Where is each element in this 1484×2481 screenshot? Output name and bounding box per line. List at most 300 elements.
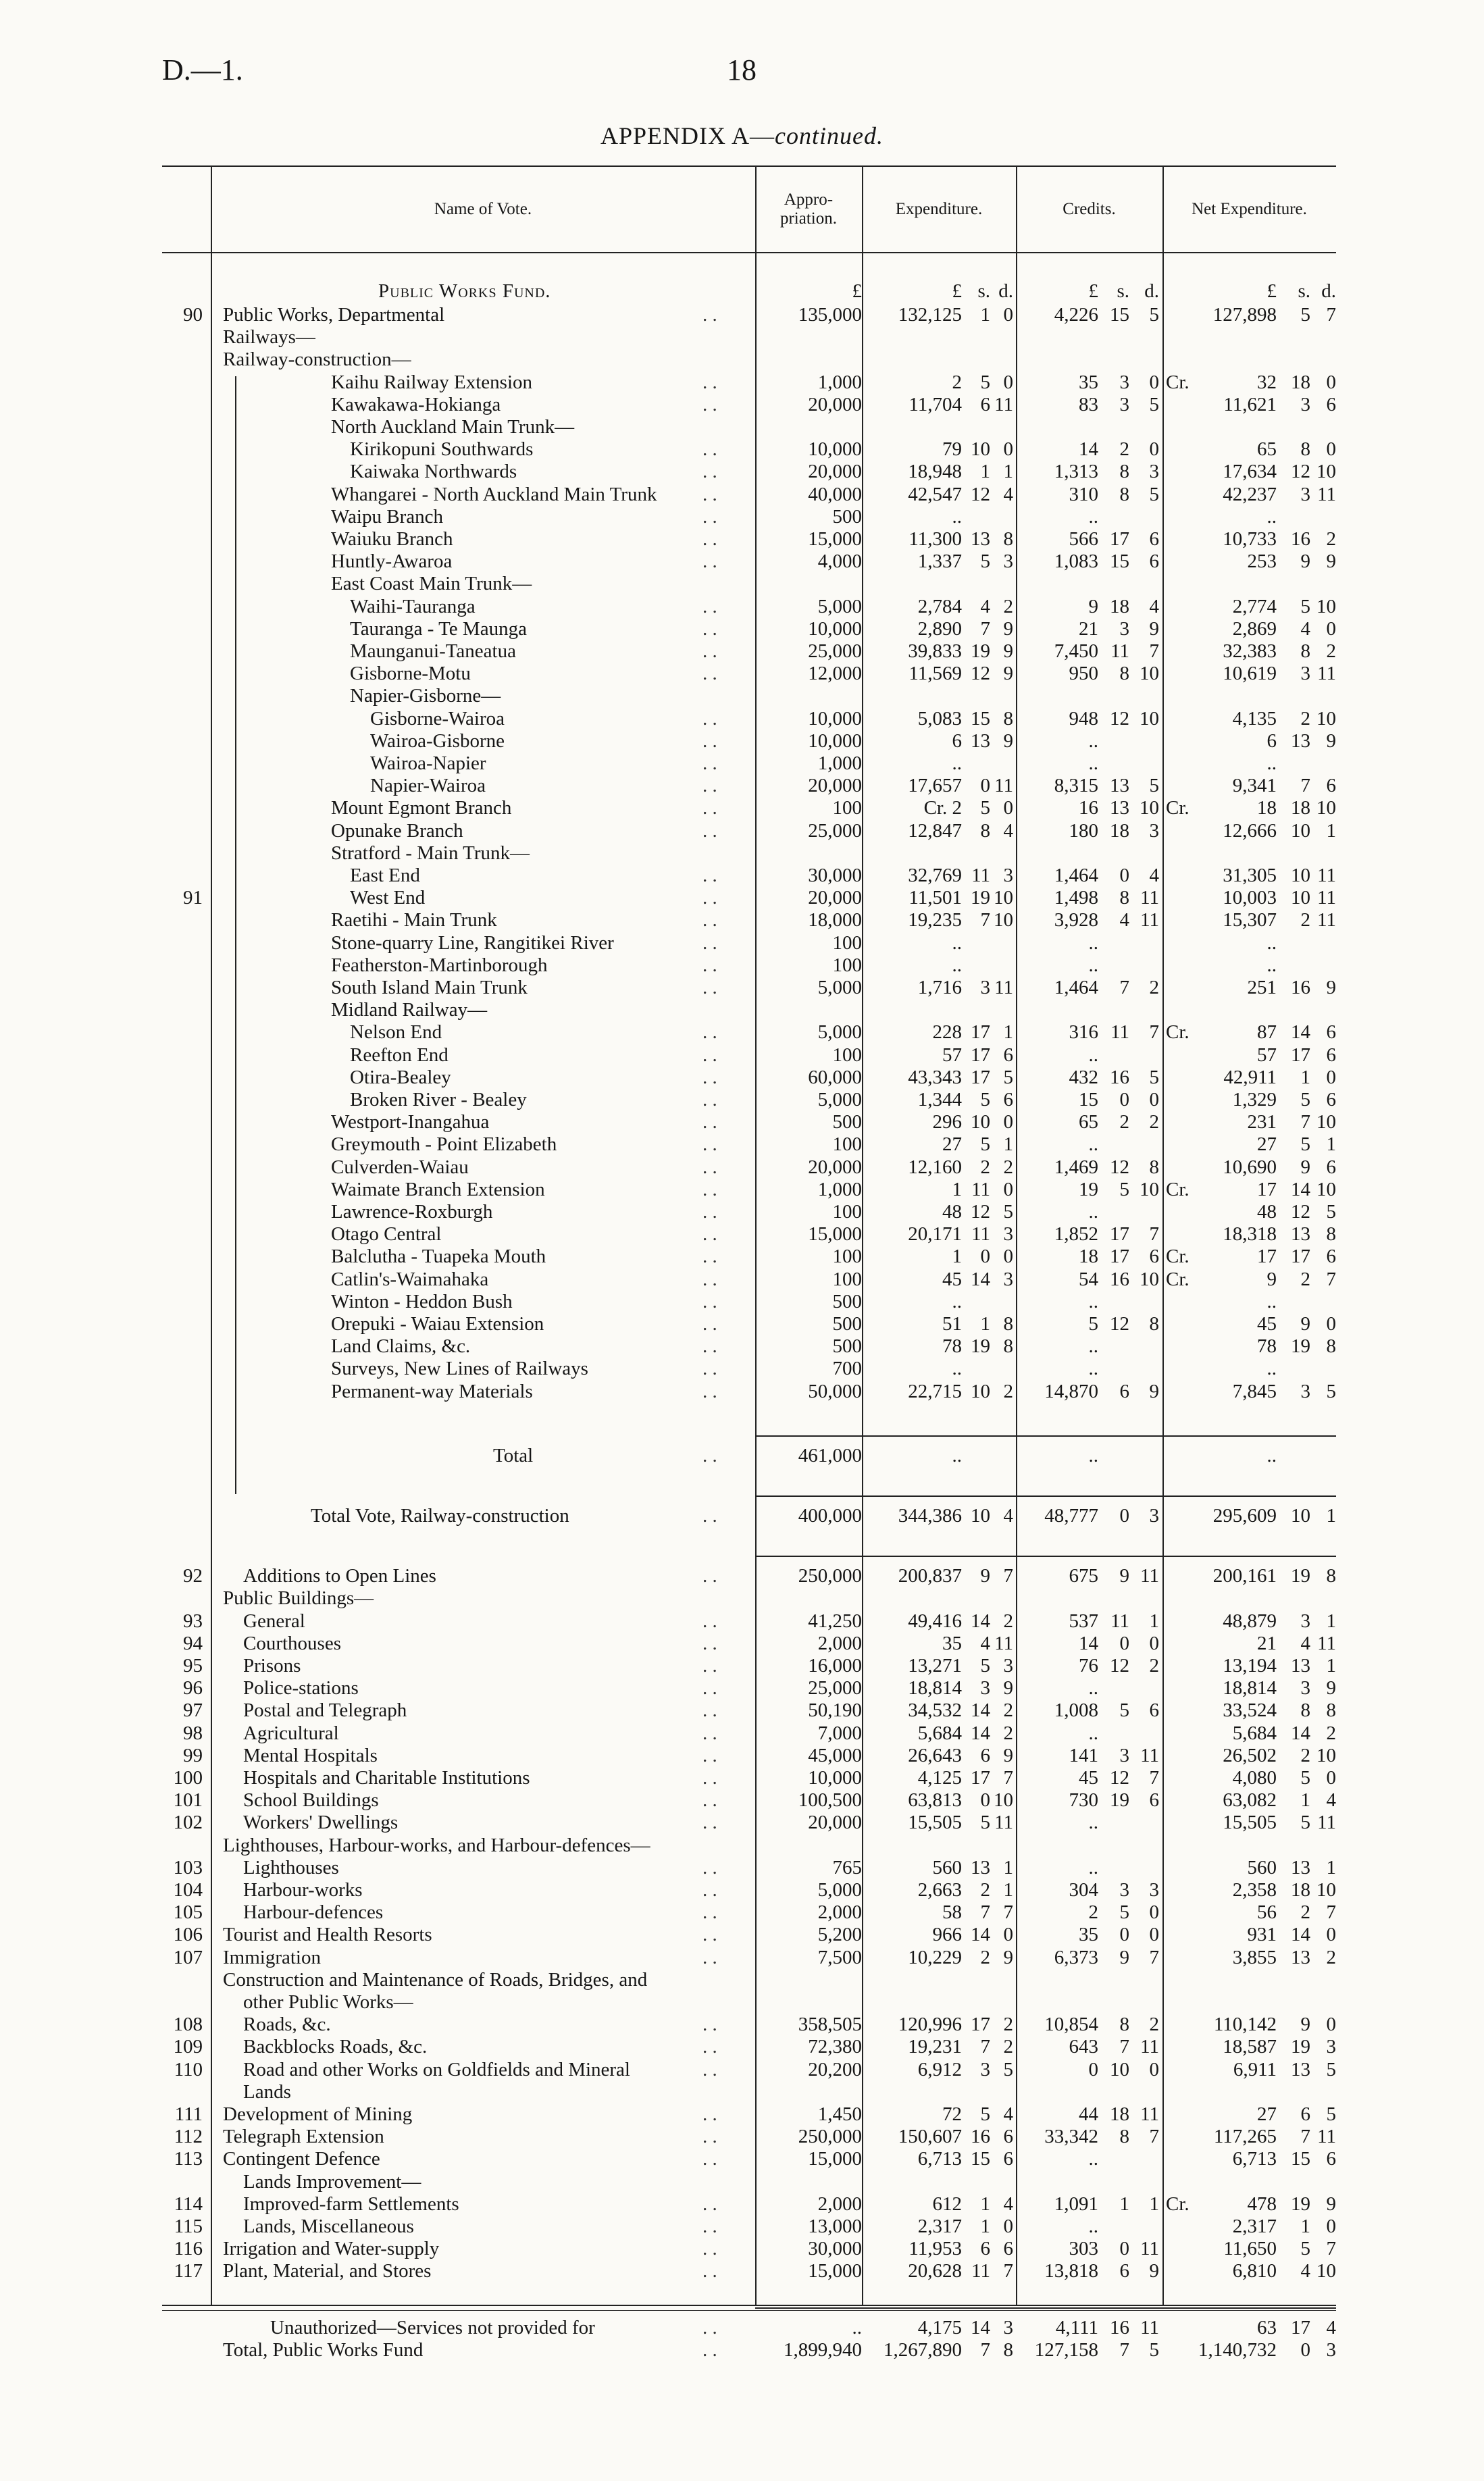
cell-c3: 10 (1140, 1268, 1159, 1290)
cell-c1: 9 (1088, 595, 1098, 617)
cell-e2: 5 (980, 551, 990, 573)
cell-n2: 10 (1291, 1505, 1310, 1527)
table-row (162, 506, 1337, 528)
cell-ap: 25,000 (808, 640, 862, 662)
cell-c1: 21 (1079, 617, 1098, 640)
cell-ap: 1,899,940 (784, 2338, 862, 2361)
table-row (162, 618, 1337, 640)
cell-n1: 33,524 (1223, 1699, 1277, 1722)
cell-n2: 14 (1291, 1722, 1310, 1744)
cell-name: Stratford - Main Trunk— (331, 842, 530, 864)
cell-n3: 0 (1326, 438, 1336, 461)
cell-ap: 100 (832, 1201, 862, 1223)
leader-dots: . . (702, 1358, 717, 1380)
table-row (162, 528, 1337, 551)
cell-name: Stone-quarry Line, Rangitikei River (331, 931, 614, 954)
cell-ap: 5,000 (817, 1021, 862, 1044)
leader-dots: . . (702, 752, 717, 774)
table-row (162, 596, 1337, 618)
cell-name: Lighthouses, Harbour-works, and Harbour-defences— (223, 1834, 650, 1856)
cell-e3: 11 (994, 775, 1013, 797)
cell-e1: 2,890 (917, 617, 962, 640)
table-row (162, 438, 1337, 461)
cell-n1: 32,383 (1223, 640, 1277, 662)
cell-c1: 7,450 (1054, 640, 1098, 662)
cell-e2: 14 (971, 1610, 990, 1632)
cell-e1: 48 (942, 1201, 962, 1223)
cell-c2: 9 (1119, 1565, 1129, 1587)
cell-ap: 50,000 (808, 1380, 862, 1402)
cell-n2: 4 (1300, 2260, 1310, 2282)
cell-e3: 9 (1003, 640, 1013, 662)
cell-c3: 4 (1149, 595, 1159, 617)
cell-c3: 8 (1149, 1156, 1159, 1178)
cell-e3: 11 (994, 393, 1013, 415)
cell-name: Catlin's-Waimahaka (331, 1268, 489, 1290)
cell-e3: 6 (1003, 1089, 1013, 1110)
cell-c1: 10,854 (1044, 2014, 1098, 2036)
table-row (162, 640, 1337, 663)
cell-c3: 11 (1140, 2238, 1159, 2260)
cell-c1: 14 (1079, 438, 1098, 461)
cell-num: 90 (183, 304, 203, 326)
currency-credits-shillings: s. (1117, 280, 1129, 302)
cell-n3: 11 (1317, 887, 1336, 909)
cell-ap: 10,000 (808, 438, 862, 461)
cell-n3: 9 (1326, 2193, 1336, 2215)
cell-e2: 1 (980, 2193, 990, 2215)
cell-n3: 8 (1326, 1335, 1336, 1358)
cell-name: Culverden-Waiau (331, 1156, 469, 1178)
cell-num: 109 (173, 2036, 203, 2058)
cell-name: Plant, Material, and Stores (223, 2260, 432, 2282)
leader-dots: . . (702, 393, 717, 415)
cell-ap: 10,000 (808, 707, 862, 730)
table-row (162, 685, 1337, 707)
cell-e2: 2 (980, 1879, 990, 1901)
cell-n3: 3 (1326, 2036, 1336, 2058)
cell-c1: 45 (1079, 1767, 1098, 1789)
leader-dots: . . (702, 640, 717, 662)
cell-e1: 22,715 (908, 1380, 962, 1402)
cell-e1: 12,160 (908, 1156, 962, 1178)
cell-n0: Cr. (1166, 371, 1189, 393)
cell-n2: 7 (1300, 775, 1310, 797)
leader-dots: . . (702, 887, 717, 909)
leader-dots: . . (702, 1565, 717, 1587)
cell-n2: 5 (1300, 2238, 1310, 2260)
cell-e2: 4 (980, 595, 990, 617)
table-bottom-rule-thin (162, 2310, 1336, 2311)
cell-n1: 9 (1266, 1268, 1277, 1290)
cell-n1: 10,619 (1223, 663, 1277, 685)
cell-e2: 19 (971, 640, 990, 662)
cell-n1: 2,869 (1232, 617, 1277, 640)
cell-e3: 3 (1003, 1268, 1013, 1290)
cell-ap: 5,200 (817, 1924, 862, 1946)
cell-e1: 1,337 (917, 551, 962, 573)
cell-e2: 7 (980, 1901, 990, 1924)
leader-dots: . . (702, 483, 717, 505)
cell-e1: 26,643 (908, 1744, 962, 1766)
cell-e2: 19 (971, 887, 990, 909)
cell-n2: 14 (1291, 1021, 1310, 1044)
cell-name: Raetihi - Main Trunk (331, 909, 497, 931)
cell-e3: 3 (1003, 551, 1013, 573)
cell-c2: 9 (1119, 1946, 1129, 1968)
table-row (162, 1313, 1337, 1335)
cell-n2: 12 (1291, 461, 1310, 483)
cell-n1: 78 (1257, 1335, 1277, 1358)
cell-e3: 0 (1003, 1924, 1013, 1946)
cell-n2: 16 (1291, 528, 1310, 550)
cell-e3: 0 (1003, 1178, 1013, 1200)
cell-e3: 1 (1003, 461, 1013, 483)
table-row (162, 1156, 1337, 1179)
total-rule (755, 1435, 1336, 1437)
cell-name: School Buildings (243, 1789, 379, 1812)
cell-n3: 11 (1317, 663, 1336, 685)
table-row (162, 1044, 1337, 1067)
table-row (162, 416, 1337, 438)
cell-c3: 2 (1149, 1655, 1159, 1677)
cell-c1: 18 (1079, 1246, 1098, 1268)
cell-num: 102 (173, 1812, 203, 1834)
cell-n2: 19 (1291, 2193, 1310, 2215)
cell-c3: 8 (1149, 1313, 1159, 1335)
table-row (162, 573, 1337, 595)
cell-c1: .. (1088, 752, 1098, 774)
cell-n2: 3 (1300, 393, 1310, 415)
cell-e1: 18,948 (908, 461, 962, 483)
cell-c1: .. (1088, 1044, 1098, 1066)
cell-num: 108 (173, 2014, 203, 2036)
cell-c1: 19 (1079, 1178, 1098, 1200)
cell-ap: 100 (832, 1044, 862, 1066)
leader-dots: . . (702, 505, 717, 528)
table-row (162, 2059, 1337, 2081)
cell-e1: 200,837 (898, 1565, 962, 1587)
cell-ap: 500 (832, 1313, 862, 1335)
leader-dots: . . (702, 304, 717, 326)
table-row (162, 1201, 1337, 1223)
cell-name: Construction and Maintenance of Roads, Bridges, and (223, 1968, 648, 1991)
cell-c1: .. (1088, 1133, 1098, 1156)
cell-c1: 1,091 (1054, 2193, 1098, 2215)
cell-name: Winton - Heddon Bush (331, 1290, 513, 1312)
leader-dots: . . (702, 1066, 717, 1088)
cell-c1: 1,498 (1054, 887, 1098, 909)
table-row (162, 461, 1337, 483)
cell-num: 93 (183, 1610, 203, 1632)
cell-n3: 0 (1326, 1924, 1336, 1946)
cell-n3: 10 (1316, 707, 1336, 730)
leader-dots: . . (702, 1223, 717, 1246)
cell-e1: 43,343 (908, 1066, 962, 1088)
cell-e1: 32,769 (908, 865, 962, 886)
currency-net-pounds: £ (1266, 280, 1277, 302)
cell-c3: 2 (1149, 977, 1159, 998)
table-row (162, 1924, 1337, 1946)
cell-e2: 14 (971, 1699, 990, 1722)
cell-c1: .. (1088, 1677, 1098, 1699)
cell-e3: 6 (1003, 2238, 1013, 2260)
table-row (162, 1269, 1337, 1291)
cell-e1: 1 (952, 1246, 962, 1268)
cell-name: Kaiwaka Northwards (350, 461, 517, 483)
cell-c1: 730 (1069, 1789, 1098, 1812)
cell-c3: 3 (1149, 1879, 1159, 1901)
cell-n2: 16 (1291, 977, 1310, 998)
cell-num: 99 (183, 1744, 203, 1766)
table-row (162, 1969, 1337, 1991)
cell-c1: .. (1088, 1201, 1098, 1223)
table-row (162, 2014, 1337, 2036)
cell-c1: 310 (1069, 483, 1098, 505)
cell-n1: 31,305 (1223, 865, 1277, 886)
cell-c3: 6 (1149, 1789, 1159, 1812)
cell-n1: .. (1266, 954, 1277, 976)
currency-expenditure-pounds: £ (952, 280, 962, 302)
cell-c2: 7 (1119, 2338, 1129, 2361)
cell-n1: 63,082 (1223, 1789, 1277, 1812)
cell-e1: 1 (952, 1178, 962, 1200)
table-row (162, 326, 1337, 349)
cell-n0: Cr. (1166, 1268, 1189, 1290)
cell-n1: 27 (1257, 1133, 1277, 1156)
cell-c2: 10 (1110, 2058, 1129, 2080)
cell-n2: 10 (1291, 865, 1310, 886)
leader-dots: . . (702, 865, 717, 886)
cell-c1: 1,313 (1054, 461, 1098, 483)
cell-n1: 13,194 (1223, 1655, 1277, 1677)
leader-dots: . . (702, 1201, 717, 1223)
cell-ap: 25,000 (808, 1677, 862, 1699)
table-row (162, 1179, 1337, 1201)
leader-dots: . . (702, 1812, 717, 1834)
cell-c3: 0 (1149, 438, 1159, 461)
currency-row (162, 280, 1337, 303)
cell-ap: 250,000 (798, 1565, 862, 1587)
cell-c3: 4 (1149, 865, 1159, 886)
cell-e3: 11 (994, 977, 1013, 998)
cell-ap: 41,250 (808, 1610, 862, 1632)
col-header-name: Name of Vote. (211, 165, 757, 253)
cell-n2: 13 (1291, 2058, 1310, 2080)
leader-dots: . . (702, 1879, 717, 1901)
cell-name: Railway-construction— (223, 349, 411, 371)
col-header-appropriation (755, 165, 863, 253)
leader-dots: . . (702, 1699, 717, 1722)
table-row (162, 1677, 1337, 1699)
cell-name: Broken River - Bealey (350, 1089, 527, 1110)
leader-dots: . . (702, 2193, 717, 2215)
table-row (162, 1879, 1337, 1901)
cell-e1: 42,547 (908, 483, 962, 505)
cell-e2: 5 (980, 1812, 990, 1834)
cell-num: 114 (174, 2193, 203, 2215)
col-header-net: Net Expenditure. (1162, 165, 1336, 253)
cell-name: Public Buildings— (223, 1587, 374, 1610)
cell-e2: 1 (980, 461, 990, 483)
cell-c1: .. (1088, 1290, 1098, 1312)
leader-dots: . . (702, 1021, 717, 1044)
cell-name: Tauranga - Te Maunga (350, 617, 527, 640)
cell-c1: 83 (1079, 393, 1098, 415)
cell-c2: 5 (1119, 1699, 1129, 1722)
cell-n1: 10,690 (1223, 1156, 1277, 1178)
cell-c2: 16 (1110, 2316, 1129, 2338)
table-row (162, 1445, 1337, 1467)
cell-c2: 17 (1110, 528, 1129, 550)
cell-num: 113 (174, 2148, 203, 2170)
table-row (162, 394, 1337, 416)
cell-c1: 2 (1088, 1901, 1098, 1924)
cell-ap: 30,000 (808, 2238, 862, 2260)
cell-n1: 18,318 (1223, 1223, 1277, 1246)
cell-e3: 0 (1003, 2216, 1013, 2237)
cell-name: Waipu Branch (331, 505, 443, 528)
cell-ap: 72,380 (808, 2036, 862, 2058)
cell-name: Contingent Defence (223, 2148, 380, 2170)
cell-n2: 3 (1300, 1677, 1310, 1699)
leader-dots: . . (702, 1335, 717, 1358)
cell-n2: 5 (1300, 1767, 1310, 1789)
cell-e2: 3 (980, 977, 990, 998)
cell-n1: 48 (1257, 1201, 1277, 1223)
cell-name: Telegraph Extension (223, 2126, 384, 2148)
cell-e1: 150,607 (898, 2126, 962, 2148)
table-row (162, 1505, 1337, 1527)
leader-dots: . . (702, 909, 717, 931)
cell-e1: 49,416 (908, 1610, 962, 1632)
cell-name: Total (493, 1444, 534, 1466)
cell-c3: 6 (1149, 1699, 1159, 1722)
cell-n3: 1 (1326, 1655, 1336, 1677)
cell-e2: 6 (980, 2238, 990, 2260)
leader-dots: . . (702, 2014, 717, 2036)
cell-c1: .. (1088, 1444, 1098, 1466)
cell-num: 103 (173, 1856, 203, 1878)
cell-n2: 5 (1300, 1133, 1310, 1156)
cell-e3: 2 (1003, 1380, 1013, 1402)
cell-c2: 18 (1110, 2103, 1129, 2125)
cell-e2: 7 (980, 617, 990, 640)
leader-dots: . . (702, 528, 717, 550)
cell-n2: 15 (1291, 2148, 1310, 2170)
cell-name: Napier-Gisborne— (350, 685, 501, 707)
cell-c2: 13 (1110, 797, 1129, 819)
cell-e1: 63,813 (908, 1789, 962, 1812)
cell-name: Lands, Miscellaneous (243, 2216, 414, 2237)
cell-c3: 6 (1149, 528, 1159, 550)
cell-n3: 9 (1326, 551, 1336, 573)
cell-name: Westport-Inangahua (331, 1111, 490, 1133)
cell-c2: 0 (1119, 1632, 1129, 1654)
cell-n0: Cr. (1166, 1178, 1189, 1200)
table-row (162, 1947, 1337, 1969)
cell-e2: 11 (971, 1178, 990, 1200)
cell-name: Lands Improvement— (243, 2170, 421, 2193)
cell-c3: 11 (1140, 887, 1159, 909)
table-row (162, 2260, 1337, 2282)
cell-ap: 20,000 (808, 1812, 862, 1834)
cell-c2: 8 (1119, 887, 1129, 909)
cell-n3: 1 (1326, 1133, 1336, 1156)
section-title: Public Works Fund. (378, 280, 551, 302)
cell-e3: 4 (1003, 819, 1013, 842)
currency-credits-pence: d. (1144, 280, 1159, 302)
cell-c1: 76 (1079, 1655, 1098, 1677)
table-row (162, 2081, 1337, 2103)
cell-c1: 948 (1069, 707, 1098, 730)
total-rule (755, 2307, 1336, 2309)
leader-dots: . . (702, 2126, 717, 2148)
cell-ap: 10,000 (808, 617, 862, 640)
cell-c1: .. (1088, 1722, 1098, 1744)
cell-e2: 9 (980, 1565, 990, 1587)
cell-n3: 10 (1316, 1178, 1336, 1200)
cell-n1: 6,911 (1233, 2058, 1277, 2080)
cell-e3: 2 (1003, 2036, 1013, 2058)
cell-ap: 100 (832, 954, 862, 976)
series-label: D.—1. (162, 53, 243, 86)
cell-c3: 2 (1149, 1111, 1159, 1133)
leader-dots: . . (702, 931, 717, 954)
cell-n3: 1 (1326, 1505, 1336, 1527)
table-row (162, 752, 1337, 775)
table-row (162, 1857, 1337, 1879)
cell-e2: 17 (971, 2014, 990, 2036)
table-row (162, 820, 1337, 842)
cell-e3: 0 (1003, 438, 1013, 461)
cell-c1: 8,315 (1054, 775, 1098, 797)
table-row (162, 2216, 1337, 2238)
leader-dots: . . (702, 1089, 717, 1110)
cell-c2: 3 (1119, 393, 1129, 415)
cell-n1: 251 (1247, 977, 1277, 998)
cell-n1: 87 (1257, 1021, 1277, 1044)
cell-e2: 5 (980, 797, 990, 819)
cell-n2: 0 (1300, 2338, 1310, 2361)
cell-c3: 5 (1149, 775, 1159, 797)
cell-e1: .. (952, 1290, 962, 1312)
cell-n3: 4 (1326, 2316, 1336, 2338)
cell-c3: 9 (1149, 617, 1159, 640)
cell-ap: 765 (832, 1856, 862, 1878)
cell-e3: 1 (1003, 1856, 1013, 1878)
cell-n3: 8 (1326, 1699, 1336, 1722)
cell-c1: 54 (1079, 1268, 1098, 1290)
cell-n2: 4 (1300, 1632, 1310, 1654)
leader-dots: . . (702, 595, 717, 617)
cell-c3: 11 (1140, 2103, 1159, 2125)
cell-n3: 0 (1326, 371, 1336, 393)
cell-name: Kirikopuni Southwards (350, 438, 534, 461)
cell-e3: 5 (1003, 2058, 1013, 2080)
cell-c1: 4,226 (1054, 304, 1098, 326)
cell-e2: 5 (980, 2103, 990, 2125)
cell-n2: 2 (1300, 909, 1310, 931)
leader-dots: . . (702, 1744, 717, 1766)
cell-c2: 6 (1119, 1380, 1129, 1402)
cell-ap: .. (852, 2316, 862, 2338)
cell-n3: 10 (1316, 1744, 1336, 1766)
cell-c3: 7 (1149, 1021, 1159, 1044)
cell-n1: 3,855 (1232, 1946, 1277, 1968)
cell-c1: .. (1088, 1856, 1098, 1878)
leader-dots: . . (702, 371, 717, 393)
